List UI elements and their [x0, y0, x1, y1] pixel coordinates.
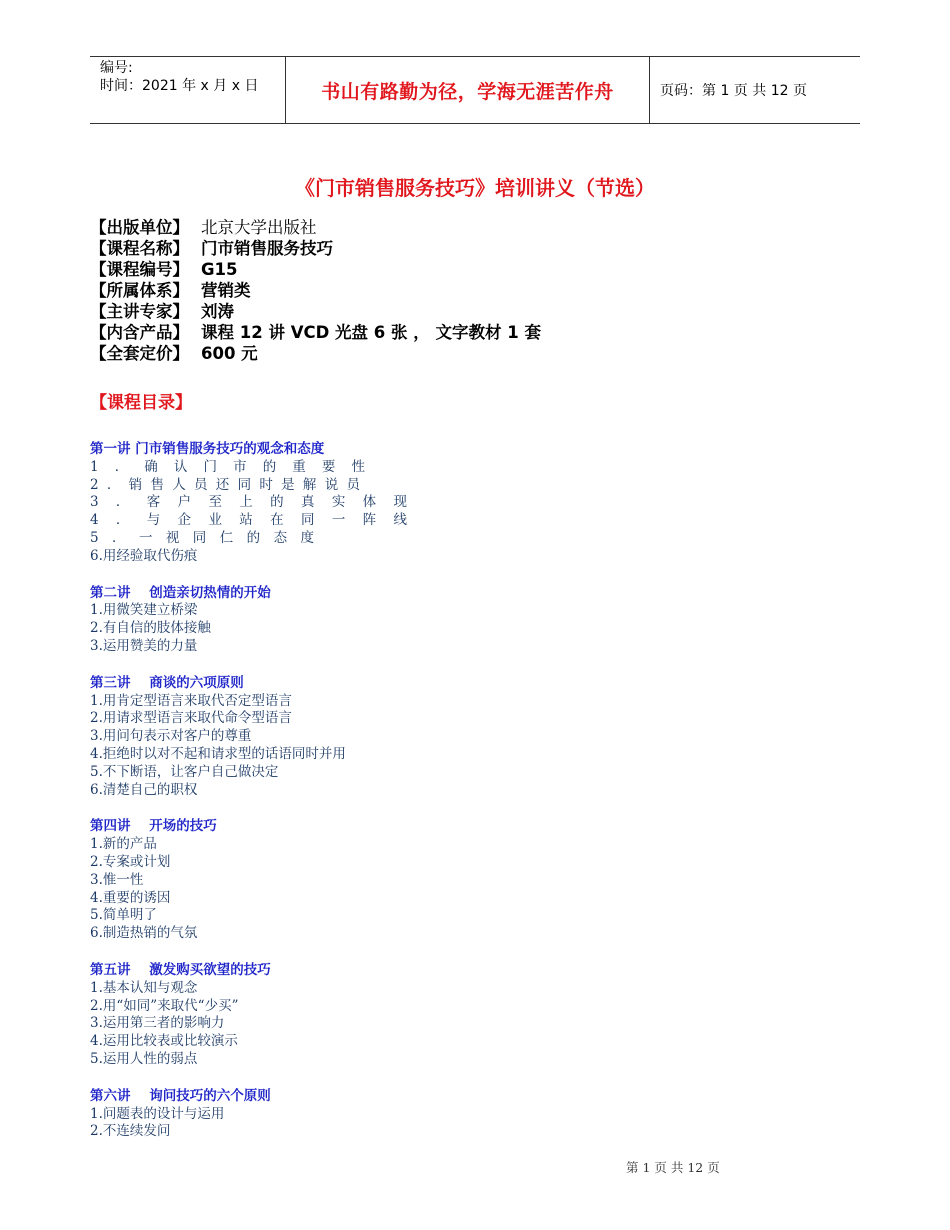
header-motto-cell: [286, 57, 650, 123]
info-row: [90, 301, 541, 322]
lecture-block: [90, 585, 420, 656]
info-value: 课程 12 讲 VCD 光盘 6 张 ， 文字教材 1 套: [201, 323, 541, 342]
lecture-item: 6.清楚自己的职权: [90, 781, 198, 798]
lecture-item: 2.用“如同”来取代“少买”: [90, 997, 239, 1014]
info-label: 【内含产品】: [90, 323, 189, 342]
lecture-item: 3．客户至上的真实体现: [90, 494, 407, 511]
lecture-item: 2.有自信的肢体接触: [90, 620, 211, 637]
info-label: 【全套定价】: [90, 344, 189, 363]
lecture-item: 1.用微笑建立桥梁: [90, 602, 198, 619]
lecture-item: 3.用问句表示对客户的尊重: [90, 728, 252, 745]
info-label: 【课程名称】: [90, 239, 189, 258]
lecture-item: 1.基本认知与观念: [90, 979, 198, 996]
lecture-item: 3.运用第三者的影响力: [90, 1015, 225, 1032]
lecture-item: 5．一视同仁的态度: [90, 529, 314, 546]
lecture-title: 第二讲 创造亲切热情的开始: [90, 584, 271, 601]
lecture-item: 1.问题表的设计与运用: [90, 1105, 225, 1122]
page-footer: 第 1 页 共 12 页: [626, 1160, 720, 1175]
course-info: [90, 217, 541, 364]
lecture-item: 4.运用比较表或比较演示: [90, 1033, 238, 1050]
lecture-item: 2.用请求型语言来取代命令型语言: [90, 710, 292, 727]
lecture-item: 1.用肯定型语言来取代否定型语言: [90, 692, 292, 709]
lecture-title: 第四讲 开场的技巧: [90, 818, 217, 835]
header-page-cell: [650, 57, 860, 123]
lecture-item: 1.新的产品: [90, 836, 157, 853]
header-page-info: 页码：第 1 页 共 12 页: [660, 83, 807, 99]
info-value: 门市销售服务技巧: [201, 239, 333, 258]
info-label: 【课程编号】: [90, 260, 189, 279]
lecture-block: [90, 675, 420, 800]
document-title: 《门市销售服务技巧》培训讲义（节选）: [295, 176, 655, 200]
lecture-item: 2.专案或计划: [90, 853, 171, 870]
header-left-cell: [90, 57, 286, 123]
lecture-item: 6.制造热销的气氛: [90, 925, 198, 942]
lecture-title: 第三讲 商谈的六项原则: [90, 674, 244, 691]
info-label: 【出版单位】: [90, 218, 189, 237]
lecture-block: [90, 818, 420, 943]
info-value: 600 元: [201, 344, 258, 363]
lecture-title: 第一讲 门市销售服务技巧的观念和态度: [90, 441, 325, 457]
lecture-item: 1．确认门市的重要性: [90, 458, 365, 475]
lecture-item: 4．与企业站在同一阵线: [90, 512, 407, 529]
lecture-item: 3.运用赞美的力量: [90, 637, 198, 654]
document-time-label: 时间：2021 年 x 月 x 日: [100, 78, 259, 94]
lecture-item: 2.不连续发问: [90, 1123, 171, 1140]
info-row: [90, 259, 541, 280]
info-row: [90, 217, 541, 238]
info-row: [90, 322, 541, 343]
info-row: [90, 280, 541, 301]
info-row: [90, 343, 541, 364]
lecture-item: 6.用经验取代伤痕: [90, 547, 198, 564]
lecture-item: 3.惟一性: [90, 871, 144, 888]
table-of-contents: [90, 441, 420, 1160]
lecture-block: [90, 1088, 420, 1141]
lecture-title: 第六讲 询问技巧的六个原则: [90, 1087, 271, 1104]
info-value: 营销类: [201, 281, 251, 300]
info-row: [90, 238, 541, 259]
lecture-item: 5.简单明了: [90, 907, 157, 924]
lecture-title: 第五讲 激发购买欲望的技巧: [90, 961, 271, 978]
header-table: [90, 56, 860, 124]
lecture-block: [90, 962, 420, 1069]
lecture-block: [90, 441, 420, 566]
info-value: G15: [201, 260, 238, 279]
info-label: 【所属体系】: [90, 281, 189, 300]
header-motto: 书山有路勤为径，学海无涯苦作舟: [321, 80, 614, 103]
lecture-item: 5.运用人性的弱点: [90, 1050, 198, 1067]
lecture-item: 2．销售人员还同时是解说员: [90, 476, 360, 493]
info-label: 【主讲专家】: [90, 302, 189, 321]
lecture-item: 4.重要的诱因: [90, 889, 171, 906]
toc-heading: 【课程目录】: [90, 393, 192, 413]
info-value: 北京大学出版社: [201, 218, 317, 237]
info-value: 刘涛: [201, 302, 234, 321]
lecture-item: 4.拒绝时以对不起和请求型的话语同时并用: [90, 745, 346, 762]
document-number-label: 编号:: [100, 60, 133, 76]
lecture-item: 5.不下断语，让客户自己做决定: [90, 763, 279, 780]
